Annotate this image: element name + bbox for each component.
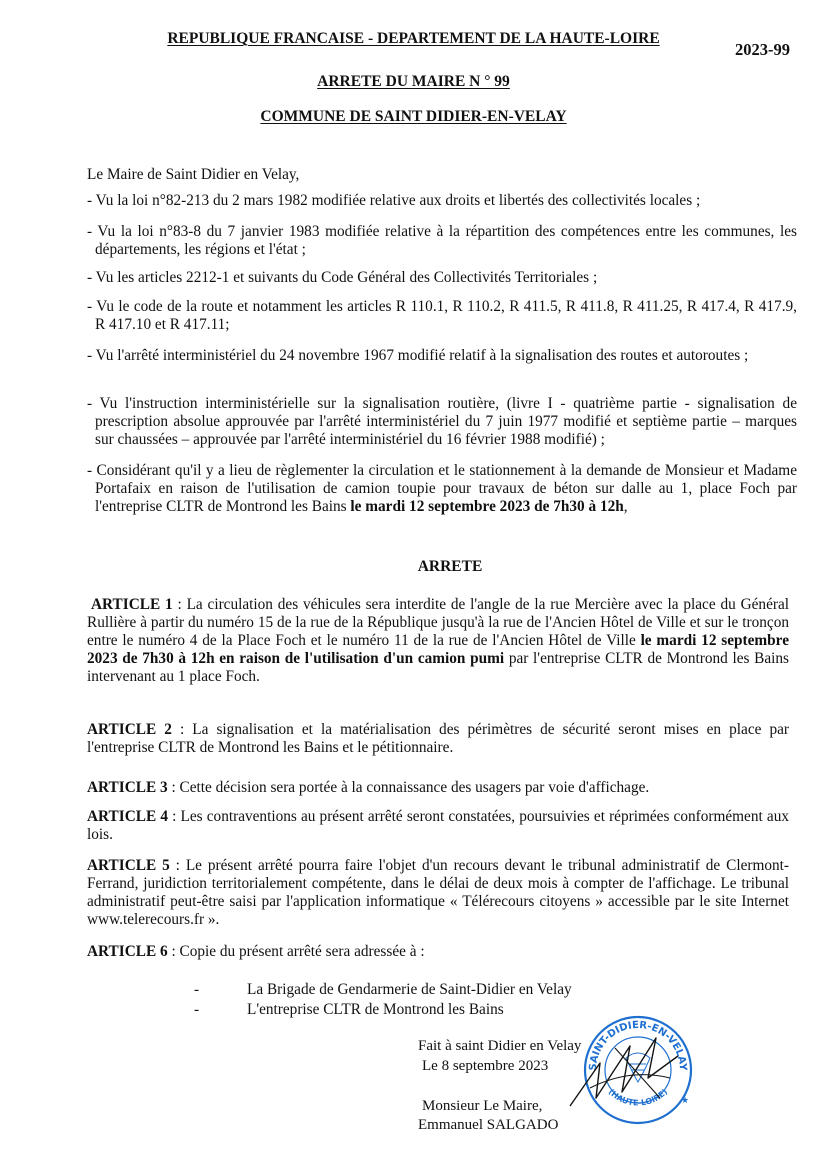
article-label: ARTICLE 6: [87, 943, 168, 960]
article-label: ARTICLE 3: [87, 779, 168, 796]
stamp-bottom-text: (HAUTE-LOIRE): [606, 1087, 670, 1108]
article-label: ARTICLE 2: [87, 721, 172, 738]
distribution-item: L'entreprise CLTR de Montrond les Bains: [247, 1001, 504, 1018]
article-2: [87, 721, 789, 757]
article-3: [87, 779, 789, 797]
article-text: : La signalisation et la matérialisation des périmètres de sécurité seront mises en place par l'entreprise CLTR de Montrond les Bains et le pétitionnaire.: [87, 721, 790, 756]
article-text-end: par l'entreprise CLTR de Montrond les Bains intervenant au 1 place Foch.: [87, 650, 789, 685]
article-text: : La circulation des véhicules sera interdite de l'angle de la rue Mercière avec la place du Général Rullière à partir du numéro 15 de la rue de la République jusqu'à la rue de l'Ancien Hôtel de Ville et sur le tronçon entre le numéro 4 de la Place Foch et le numéro 11 de la rue de l'Ancien Hôtel de Ville: [87, 596, 790, 649]
commune-title: COMMUNE DE SAINT DIDIER-EN-VELAY: [260, 108, 567, 125]
document-header: REPUBLIQUE FRANCAISE - DEPARTEMENT DE LA HAUTE-LOIRE: [167, 30, 660, 47]
consideration-item: - Vu les articles 2212-1 et suivants du Code Général des Collectivités Territoriales ;: [87, 269, 598, 286]
stamp-top-text: SAINT-DIDIER-EN-VELAY: [587, 1019, 689, 1071]
distribution-item: La Brigade de Gendarmerie de Saint-Didier en Velay: [247, 981, 572, 998]
considerant-text: - Considérant qu'il y a lieu de règlementer la circulation et le stationnement à la demande de Monsieur et Madame Portafaix en raison de l'utilisation de camion toupie pour travaux de béton sur dalle au 1, place Foch par l'entreprise CLTR de Montrond les Bains: [87, 462, 797, 515]
article-text: : Les contraventions au présent arrêté seront constatées, poursuivies et réprimées conformément aux lois.: [87, 808, 789, 843]
signature-name: Emmanuel SALGADO: [418, 1117, 559, 1133]
signature-date: Le 8 septembre 2023: [422, 1058, 549, 1074]
consideration-item: - Vu l'arrêté interministériel du 24 novembre 1967 modifié relatif à la signalisation des routes et autoroutes ;: [87, 347, 749, 364]
arrete-reference: 2023-99: [735, 40, 790, 59]
considerant-end: ,: [623, 498, 628, 515]
consideration-item: - Vu l'instruction interministérielle sur la signalisation routière, (livre I - quatrième partie - signalisation de prescription absolue approuvée par l'arrêté interministériel du 7 juin 1977 modifié et septième partie – marques sur chaussées – approuvée par l'arrêté interministériel du 16 février 1988 modifié) ;: [87, 395, 797, 448]
article-text: : Le présent arrêté pourra faire l'objet d'un recours devant le tribunal administratif de Clermont-Ferrand, juridiction territorialement compétente, dans le délai de deux mois à compter de l'affichage. Le tribunal administratif peut-être saisi par l'application informatique « Télérecours citoyens » accessible par le site Internet www.telerecours.fr ».: [87, 857, 789, 928]
article-6: [87, 943, 789, 961]
consideration-item: - Vu la loi n°83-8 du 7 janvier 1983 modifiée relative à la répartition des compétences entre les communes, les départements, les régions et l'état ;: [87, 223, 797, 258]
article-text: : Cette décision sera portée à la connaissance des usagers par voie d'affichage.: [167, 779, 650, 796]
article-label: ARTICLE 1: [91, 596, 173, 613]
distribution-dash: -: [194, 981, 200, 998]
signature-place: Fait à saint Didier en Velay: [418, 1038, 582, 1054]
article-4: [87, 808, 789, 844]
considerant-paragraph: [87, 462, 797, 516]
arrete-heading: ARRETE: [417, 558, 483, 575]
arrete-number-title: ARRETE DU MAIRE N ° 99: [317, 73, 510, 90]
distribution-dash: -: [194, 1001, 200, 1018]
article-1: [87, 596, 789, 686]
article-text: : Copie du présent arrêté sera adressée à :: [167, 943, 425, 960]
consideration-item: - Vu la loi n°82-213 du 2 mars 1982 modifiée relative aux droits et libertés des collectivités locales ;: [87, 192, 701, 209]
stamp-star: ★: [681, 1096, 690, 1106]
handwritten-signature: [560, 1008, 700, 1128]
signature-role: Monsieur Le Maire,: [422, 1098, 543, 1114]
intro-line: Le Maire de Saint Didier en Velay,: [87, 166, 300, 183]
consideration-item: - Vu le code de la route et notamment les articles R 110.1, R 110.2, R 411.5, R 411.8, R 411.25, R 417.4, R 417.9, R 417.10 et R 417.11;: [87, 298, 797, 333]
article-5: [87, 857, 789, 929]
article-bold-text: le mardi 12 septembre 2023 de 7h30 à 12h en raison de l'utilisation d'un camion pumi: [87, 632, 789, 667]
article-label: ARTICLE 4: [87, 808, 168, 825]
considerant-date: le mardi 12 septembre 2023 de 7h30 à 12h: [350, 498, 624, 515]
article-label: ARTICLE 5: [87, 857, 170, 874]
